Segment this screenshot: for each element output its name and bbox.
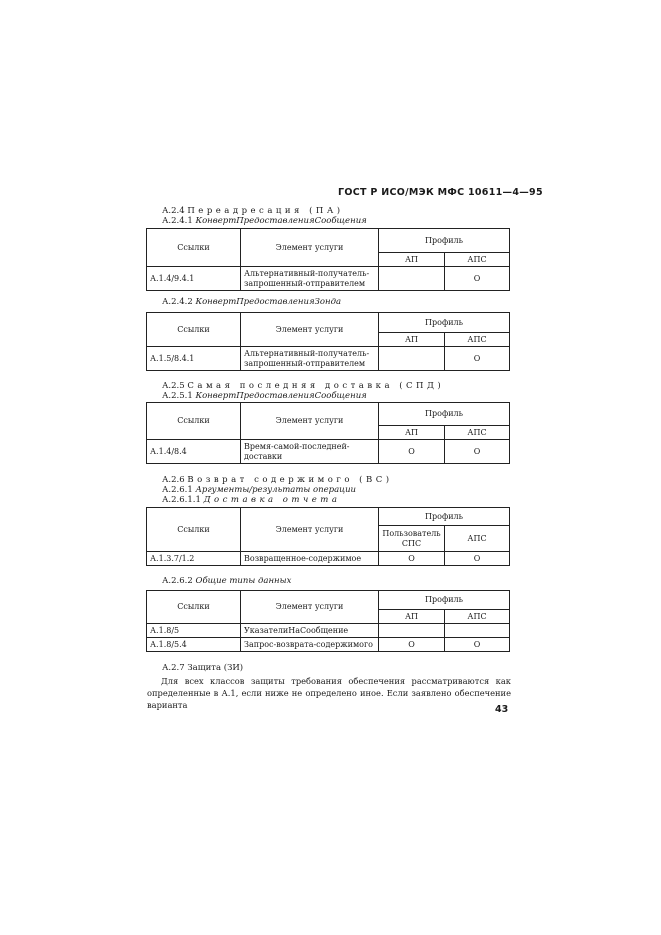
table-cell: О bbox=[379, 638, 445, 652]
subsection-heading bbox=[162, 216, 367, 226]
section-heading bbox=[162, 381, 444, 391]
table-cell: А.1.4/8.4 bbox=[147, 440, 241, 464]
column-header: АПС bbox=[445, 333, 510, 347]
subsection-heading bbox=[162, 391, 367, 401]
table-cell: Время-самой-последней-доставки bbox=[241, 440, 379, 464]
section-heading bbox=[162, 663, 243, 673]
section-number: А.2.6 bbox=[162, 475, 185, 485]
section-title: Самая последняя доставка (СПД) bbox=[187, 381, 445, 391]
table-row bbox=[147, 638, 510, 652]
table-cell: Возвращенное-содержимое bbox=[241, 552, 379, 566]
column-header: АПС bbox=[445, 610, 510, 624]
table-row bbox=[147, 347, 510, 371]
table-cell: А.1.8/5.4 bbox=[147, 638, 241, 652]
table-cell: Запрос-возврата-содержимого bbox=[241, 638, 379, 652]
subsection-title: Общие типы данных bbox=[195, 576, 292, 586]
column-header: Ссылки bbox=[147, 313, 241, 347]
subsection-title: КонвертПредоставленияЗонда bbox=[195, 297, 342, 307]
column-header: Профиль bbox=[379, 229, 510, 253]
table-cell: О bbox=[445, 347, 510, 371]
column-header: АП bbox=[379, 426, 445, 440]
table-redirect-message bbox=[146, 228, 510, 291]
table-row bbox=[147, 440, 510, 464]
table-cell: А.1.4/9.4.1 bbox=[147, 267, 241, 291]
subsection-heading bbox=[162, 485, 356, 495]
section-number: А.2.5 bbox=[162, 381, 185, 391]
column-header: Ссылки bbox=[147, 508, 241, 552]
body-paragraph: Для всех классов защиты требования обеспечения рассматриваются как определенные в А.1, если ниже не определено иное. Если заявлено обеспечение варианта bbox=[147, 676, 511, 710]
column-header: Профиль bbox=[379, 591, 510, 610]
subsection-title: КонвертПредоставленияСообщения bbox=[195, 216, 367, 226]
subsection-number: А.2.5.1 bbox=[162, 391, 193, 401]
table-redirect-probe bbox=[146, 312, 510, 371]
column-header: АП bbox=[379, 253, 445, 267]
table-row bbox=[147, 552, 510, 566]
subsection-title: КонвертПредоставленияСообщения bbox=[195, 391, 367, 401]
subsection-number: А.2.6.1.1 bbox=[162, 495, 201, 505]
page-number: 43 bbox=[495, 704, 509, 715]
table-cell: Альтернативный-получатель-запрошенный-отправителем bbox=[241, 347, 379, 371]
column-header: Профиль bbox=[379, 508, 510, 526]
page-header: ГОСТ Р ИСО/МЭК МФС 10611—4—95 bbox=[338, 187, 543, 198]
table-cell: О bbox=[379, 440, 445, 464]
column-header: АП bbox=[379, 610, 445, 624]
column-header: Элемент услуги bbox=[241, 508, 379, 552]
column-header: Ссылки bbox=[147, 229, 241, 267]
section-title: Переадресация (ПА) bbox=[187, 206, 344, 216]
column-header: Профиль bbox=[379, 403, 510, 426]
table-cell: О bbox=[445, 440, 510, 464]
column-header: АПС bbox=[445, 253, 510, 267]
table-row bbox=[147, 624, 510, 638]
table-cell: УказателиНаСообщение bbox=[241, 624, 379, 638]
table-cell: А.1.3.7/1.2 bbox=[147, 552, 241, 566]
subsection-title: Аргументы/результаты операции bbox=[195, 485, 357, 495]
column-header: АП bbox=[379, 333, 445, 347]
column-header: Профиль bbox=[379, 313, 510, 333]
table-cell: Альтернативный-получатель-запрошенный-отправителем bbox=[241, 267, 379, 291]
section-heading bbox=[162, 475, 393, 485]
column-header: Элемент услуги bbox=[241, 591, 379, 624]
table-cell: А.1.8/5 bbox=[147, 624, 241, 638]
table-latest-delivery bbox=[146, 402, 510, 464]
table-cell: О bbox=[379, 552, 445, 566]
column-header: Ссылки bbox=[147, 591, 241, 624]
subsection-number: А.2.4.1 bbox=[162, 216, 193, 226]
table-cell bbox=[379, 347, 445, 371]
table-cell: А.1.5/8.4.1 bbox=[147, 347, 241, 371]
column-header: Элемент услуги bbox=[241, 313, 379, 347]
column-header: АПС bbox=[445, 526, 510, 552]
column-header: Пользователь СПС bbox=[379, 526, 445, 552]
table-common-data-types bbox=[146, 590, 510, 652]
table-cell: О bbox=[445, 267, 510, 291]
subsection-number: А.2.4.2 bbox=[162, 297, 193, 307]
section-title: Защита (ЗИ) bbox=[187, 663, 244, 673]
subsection-number: А.2.6.2 bbox=[162, 576, 193, 586]
column-header: Элемент услуги bbox=[241, 229, 379, 267]
section-number: А.2.4 bbox=[162, 206, 185, 216]
column-header: АПС bbox=[445, 426, 510, 440]
section-heading bbox=[162, 206, 344, 216]
subsection-heading bbox=[162, 576, 291, 586]
section-number: А.2.7 bbox=[162, 663, 185, 673]
table-cell bbox=[379, 267, 445, 291]
table-content-return bbox=[146, 507, 510, 566]
section-title: Возврат содержимого (ВС) bbox=[187, 475, 393, 485]
subsection-title: Доставка отчета bbox=[203, 495, 341, 505]
table-row bbox=[147, 267, 510, 291]
table-cell bbox=[379, 624, 445, 638]
table-cell bbox=[445, 624, 510, 638]
column-header: Ссылки bbox=[147, 403, 241, 440]
subsection-number: А.2.6.1 bbox=[162, 485, 193, 495]
column-header: Элемент услуги bbox=[241, 403, 379, 440]
subsection-heading bbox=[162, 495, 340, 505]
subsection-heading bbox=[162, 297, 341, 307]
table-cell: О bbox=[445, 552, 510, 566]
table-cell: О bbox=[445, 638, 510, 652]
